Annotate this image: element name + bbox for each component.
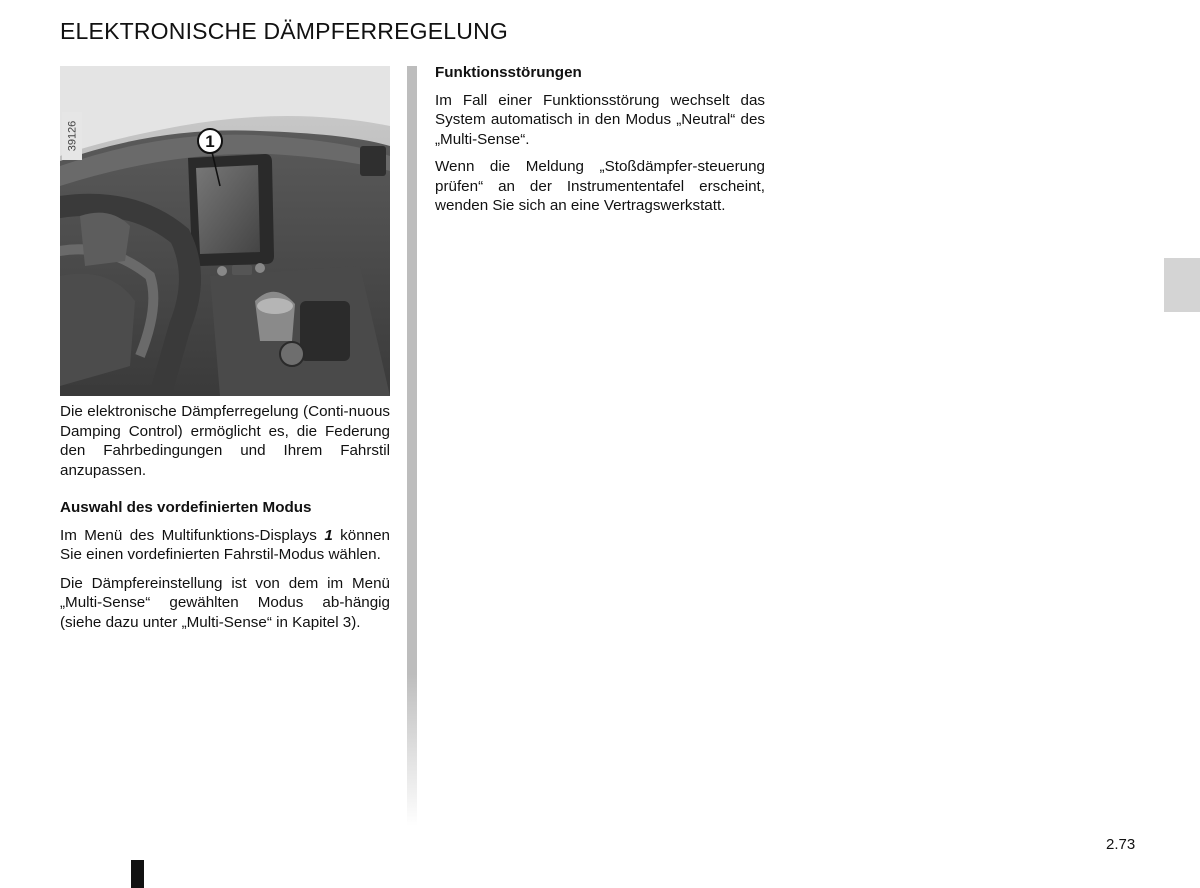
- chapter-tab: [1164, 258, 1200, 312]
- right-column: [435, 63, 765, 224]
- section-heading-mode-selection: Auswahl des vordefinierten Modus: [60, 499, 312, 516]
- mode-selection-text-end: können Sie einen vordefinierten Fahrstil-Modus wählen.: [60, 526, 391, 563]
- figure-code-text: 39126: [66, 120, 78, 152]
- section-heading-malfunctions: Funktionsstörungen: [435, 64, 582, 81]
- page-title: ELEKTRONISCHE DÄMPFERREGELUNG: [60, 18, 508, 44]
- mode-selection-text-start: Im Menü des Multifunktions-Displays: [60, 526, 325, 544]
- column-divider: [407, 66, 417, 826]
- page-number: 2.73: [1106, 836, 1136, 853]
- callout-number-1: 1: [205, 132, 215, 151]
- left-column: [60, 402, 390, 641]
- display-reference-number: 1: [324, 526, 333, 544]
- dashboard-illustration: [60, 66, 390, 396]
- intro-paragraph: Die elektronische Dämpferregelung (Conti-nuous Damping Control) ermöglicht es, die Federung den Fahrbedingungen und Ihrem Fahrstil anzupassen.: [60, 403, 390, 479]
- print-corner-mark: [131, 860, 144, 888]
- malfunction-paragraph-1: Im Fall einer Funktionsstörung wechselt das System automatisch in den Modus „Neutral“ des „Multi-Sense“.: [435, 91, 765, 148]
- damping-setting-paragraph: Die Dämpfereinstellung ist von dem im Menü „Multi-Sense“ gewählten Modus ab-hängig (siehe dazu unter „Multi-Sense“ in Kapitel 3).: [60, 574, 390, 631]
- malfunction-paragraph-2: Wenn die Meldung „Stoßdämpfer-steuerung prüfen“ an der Instrumententafel erscheint, wenden Sie sich an eine Vertragswerkstatt.: [435, 158, 765, 214]
- mode-selection-paragraph: [60, 526, 390, 565]
- figure-code-label: [62, 112, 82, 160]
